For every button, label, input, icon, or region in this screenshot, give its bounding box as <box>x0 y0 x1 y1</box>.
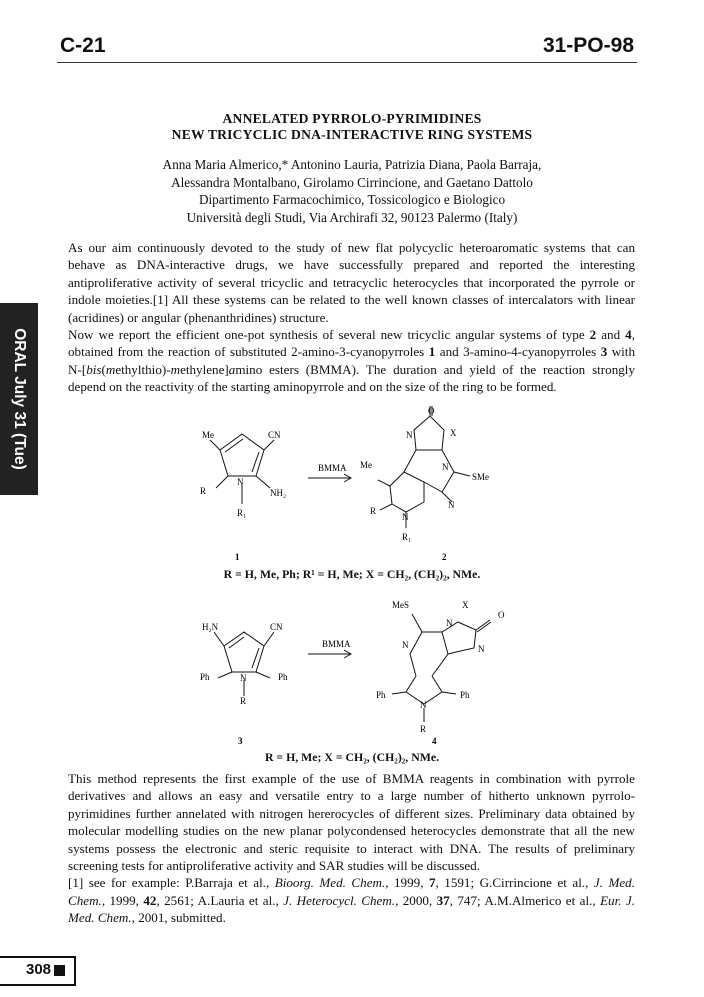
p1-italic: m <box>105 361 116 377</box>
compound-label-1: 1 <box>235 552 240 562</box>
scheme2-n: N <box>240 673 247 683</box>
reaction-scheme-2 <box>180 590 540 750</box>
scheme1-n5: N <box>402 512 409 522</box>
scheme2-n4: N <box>478 644 485 654</box>
scheme2-ph4: Ph <box>460 690 470 700</box>
scheme1-n: N <box>237 477 244 487</box>
scheme2-n5: N <box>420 700 427 710</box>
compound-label-3: 3 <box>238 736 243 746</box>
side-tab <box>0 303 38 495</box>
compound-ref: 3 <box>600 344 608 360</box>
scheme1-o: O <box>428 406 435 416</box>
p1-text: and <box>596 327 626 343</box>
scheme2-cn: CN <box>270 622 283 632</box>
compound-label-4: 4 <box>432 736 437 746</box>
reaction-scheme-1 <box>180 400 540 565</box>
scheme2-r: R <box>240 696 247 706</box>
compound-ref: 2 <box>589 327 597 343</box>
header-rule <box>57 62 637 63</box>
scheme2-ph3: Ph <box>376 690 386 700</box>
affiliation-line-2: Università degli Studi, Via Archirafi 32, 90123 Palermo (Italy) <box>186 209 518 225</box>
p1-text: ethylthio)- <box>115 361 171 377</box>
reference-text: , 2001, submitted. <box>131 910 226 926</box>
p1-italic: bis <box>86 361 102 377</box>
p1-text-a: As our aim continuously devoted to the study of new flat polycyclic heteroaromatic systems that can behave as DNA-interactive drugs, we have successfully prepared and reported the interesting antiproliferative activity of several tricyclic and tetracyclic heterocycles that incorporated the pyrrole or indole moieties.[1] All these systems can be related to the well known classes of intercalators with linear (acridines) or angular (phenanthridines) structure. <box>68 240 635 325</box>
volume: 37 <box>436 892 450 908</box>
scheme1-n3: N <box>442 462 449 472</box>
reference-text: , 1591; G.Cirrincione et al., <box>435 875 594 891</box>
compound-ref: 4 <box>625 327 632 343</box>
page-number-box <box>0 956 76 986</box>
scheme2-r2: R <box>420 724 427 734</box>
volume: 7 <box>428 875 436 891</box>
scheme1-n2: N <box>406 430 413 440</box>
scheme2-mes: MeS <box>392 600 410 610</box>
scheme2-o: O <box>498 610 505 620</box>
authors-block <box>0 156 704 226</box>
scheme2-h2n: H₂N <box>202 622 219 632</box>
poster-code: 31-PO-98 <box>542 34 634 57</box>
scheme1-n4: N <box>448 500 455 510</box>
volume: 42 <box>143 892 157 908</box>
scheme2-ph2: Ph <box>278 672 288 682</box>
scheme1-cn: CN <box>268 430 281 440</box>
authors-line-2: Alessandra Montalbano, Girolamo Cirrincione, and Gaetano Dattolo <box>171 174 533 190</box>
scheme2-reagent: BMMA <box>322 639 351 649</box>
scheme1-r2: R <box>370 506 377 516</box>
authors-line-1: Anna Maria Almerico,* Antonino Lauria, Patrizia Diana, Paola Barraja, <box>162 157 542 172</box>
p2-text: This method represents the first example of the use of BMMA reagents in combination with pyrrole derivatives and allows an easy and versatile entry to a large number of hitherto unknown pyrrolo-pyrimidines further annelated with nitrogen hererocycles of different sizes. Preliminary data obtained by molecular modelling studies on the new planar polycondensed heterocycles demonstrate that all the new systems possess the electronic and steric requisite to interact with DNA. The results of preliminary screening tests for antiproliferative activity and SAR studies will be discussed. <box>68 771 635 874</box>
scheme2-n3: N <box>402 640 409 650</box>
paper-title <box>0 111 704 143</box>
title-line-1: ANNELATED PYRROLO-PYRIMIDINES <box>222 111 482 126</box>
journal-name: Eur. J. Med. Chem. <box>68 892 636 926</box>
scheme2-x: X <box>462 600 469 610</box>
p1-text: Now we report the efficient one-pot synthesis of several new tricyclic angular systems of type <box>68 327 590 343</box>
journal-name: Bioorg. Med. Chem. <box>274 875 386 891</box>
journal-name: J. Heterocycl. Chem. <box>283 892 396 908</box>
title-line-2: NEW TRICYCLIC DNA-INTERACTIVE RING SYSTEMS <box>171 127 533 142</box>
affiliation-line-1: Dipartimento Farmacochimico, Tossicologico e Biologico <box>198 192 506 207</box>
journal-name: J. Med. Chem. <box>68 875 635 908</box>
reference-text: , 2000, <box>395 892 437 908</box>
reference-text: [1] see for example: P.Barraja et al., <box>68 875 275 891</box>
session-code: C-21 <box>60 34 106 57</box>
p1-text: with N-[ <box>68 344 635 377</box>
scheme1-me: Me <box>202 430 214 440</box>
abstract-paragraph-2 <box>68 770 635 927</box>
scheme1-caption: R = H, Me, Ph; R¹ = H, Me; X = CH₂, (CH₂)₂, NMe. <box>223 567 481 581</box>
scheme2-n2: N <box>446 618 453 628</box>
p1-text: mino esters (BMMA). The duration and yield of the reaction strongly depend on the reactivity of the starting aminopyrrole and on the size of the ring to be formed. <box>68 361 635 395</box>
p1-text: , obtained from the reaction of substituted 2-amino-3-cyanopyrroles <box>68 327 635 360</box>
reference-text: , 1999, <box>385 875 429 891</box>
scheme2-ph: Ph <box>200 672 210 682</box>
scheme1-nh2: NH₂ <box>270 488 287 498</box>
p1-text: ( <box>101 361 106 377</box>
p1-text: ethylene] <box>180 361 229 377</box>
side-tab-label: ORAL July 31 (Tue) <box>11 328 28 470</box>
p1-italic: a <box>228 361 236 377</box>
scheme1-sme: SMe <box>472 472 490 482</box>
scheme1-me2: Me <box>360 460 372 470</box>
scheme1-r1: R₁ <box>237 508 247 518</box>
compound-ref: 1 <box>428 344 436 360</box>
scheme1-reagent: BMMA <box>318 463 347 473</box>
scheme1-x: X <box>450 428 457 438</box>
reference-text: , 1999, <box>101 892 144 908</box>
scheme1-r: R <box>200 486 207 496</box>
abstract-paragraph-1 <box>68 239 635 396</box>
page-number: 308 <box>26 961 52 978</box>
page-marker-square <box>54 965 65 976</box>
reference-text: , 2561; A.Lauria et al., <box>156 892 284 908</box>
scheme2-caption: R = H, Me; X = CH₂, (CH₂)₂, NMe. <box>264 750 440 764</box>
compound-label-2: 2 <box>442 552 447 562</box>
p1-italic: m <box>170 361 181 377</box>
reference-text: , 747; A.M.Almerico et al., <box>449 892 601 908</box>
scheme1-r1b: R₁ <box>402 532 412 542</box>
p1-text: and 3-amino-4-cyanopyrroles <box>435 344 601 360</box>
